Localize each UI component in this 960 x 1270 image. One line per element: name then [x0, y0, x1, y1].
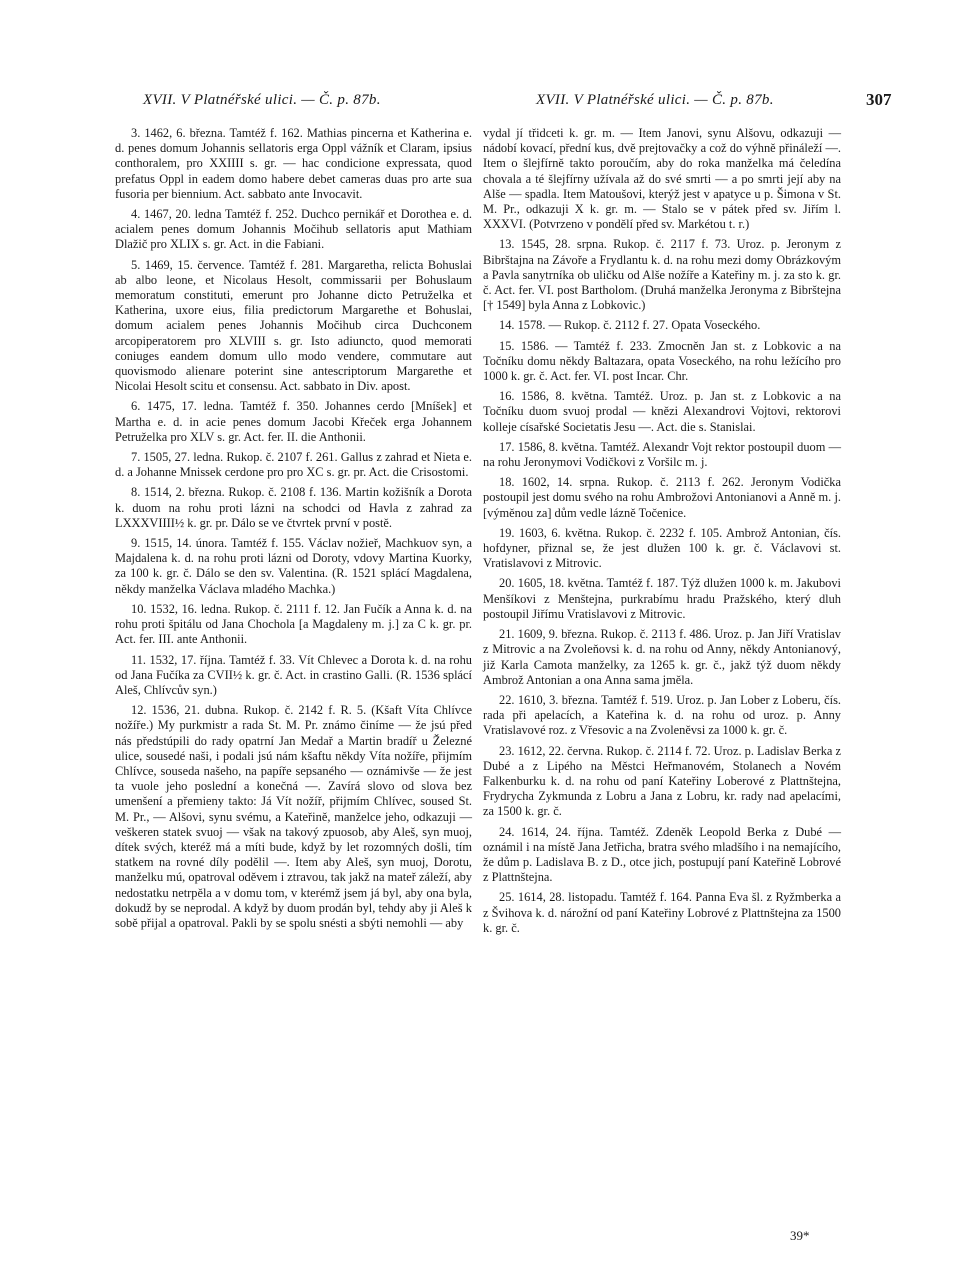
- entry-24: 24. 1614, 24. října. Tamtéž. Zdeněk Leopold Berka z Dubé — oznámil i na místě Jana Jetřicha, bratra svého mladšího i na nemajícího, že dům p. Ladislava B. z D., otce jich, postupují paní Kateřině Lobrové z Plattnštejna.: [483, 824, 841, 885]
- entry-18: 18. 1602, 14. srpna. Rukop. č. 2113 f. 262. Jeronym Vodička postoupil jest domu svého na rohu Ambrožovi Antonianovi a Anně m. j. [výměnou za] dům vedle lázně Točenice.: [483, 475, 841, 520]
- entry-23: 23. 1612, 22. června. Rukop. č. 2114 f. 72. Uroz. p. Ladislav Berka z Dubé a z Lipého na Městci Heřmanovém, Stolanech a Novém Falkenburku k. d. na rohu od paní Kateřiny Loberové z Plattnštejna, Frydrycha Zykmunda z Lobru a Jana z Lobru, kr. rady nad apelacími, za 1500 k. gr. č.: [483, 743, 841, 819]
- header-left-title: XVII. V Platnéřské ulici. — Č. p. 87b.: [143, 92, 381, 108]
- entry-14: 14. 1578. — Rukop. č. 2112 f. 27. Opata Voseckého.: [499, 318, 761, 333]
- entry-12: 12. 1536, 21. dubna. Rukop. č. 2142 f. R. 5. (Kšaft Víta Chlívce nožíře.) My purkmistr a rada St. M. Pr. známo činíme — že jsú před nás předstúpili do rady opatrní Jan Medař a Martin bradíř u Železné ulice, sousedé naši, i podali jsú nám kšaftu někdy Víta nožíře, přijmím Chlívce, souseda našeho, na papíře sepsaného — oznámivše — že jest ta vuole jeho poslední a konečná —. Zavírá slovo od slova bez umenšení a přemieny takto: Já Vít nožíř, přijmím Chlívec, soused St. M. Pr., — Alšovi, synu svému, a Kateřině, manželce jeho, odkazuji — veškeren statek svuoj — však na takový zpuosob, aby Aleš, syn muoj, dítek svých, kteréž má a míti bude, když by let rozomných došli, tím statkem na rovné díly podělil —. Item aby Aleš, syn muoj, Dorotu, manželku mú, opatroval oděvem i ztravou, tak jakž na mateř záleží, aby nedostatku netrpěla a v domu tom, v kterémž jsem já byl, aby ona byla, dokudž by se neprodal. A když by duom prodán byl, tehdy aby ji Aleš k sobě přijal a opatroval. Pakli by se spolu snésti a sbýti nemohli — aby: [115, 703, 472, 930]
- entry-5: 5. 1469, 15. července. Tamtéž f. 281. Margaretha, relicta Bohuslai ab albo leone, et Nicolaus Hesolt, commissarii per Bohuslaum memoratum constituti, emerunt pro Johanne dicto Petruželka et Katherina, uxore eius, filia predictorum Margarethe et Bohuslai, domum acialem penes Johannis Močihub circa Duchconem arcopiperatorem pro XLVIII s. gr. Isto adiuncto, quod memorati coniuges eandem domum ullo modo vendere, commutare aut quovismodo alienare poterint sine antescriptorum Margarethe et Nicolai Hesolt scitu et consensu. Act. sabbato in Div. apost.: [115, 257, 472, 394]
- printer-signature-mark: 39*: [790, 1228, 810, 1243]
- right-column: [483, 126, 841, 941]
- entry-20: 20. 1605, 18. května. Tamtéž f. 187. Týž dlužen 1000 k. m. Jakubovi Menšíkovi z Menštejna, purkrabímu hradu Pražského, který dluh postoupil Jiřímu Vratislavovi z Mitrovic.: [483, 576, 841, 621]
- entry-6: 6. 1475, 17. ledna. Tamtéž f. 350. Johannes cerdo [Mníšek] et Martha e. d. in acie penes domum Jacobi Křeček erga Johannem Petruželka pro XLV s. gr. Act. fer. II. die Anthonii.: [115, 399, 472, 444]
- running-header: [0, 92, 960, 116]
- entry-4: 4. 1467, 20. ledna Tamtéž f. 252. Duchco pernikář et Dorothea e. d. acialem penes domum Johannis Močihub sellatoris aput Mathiam Dlažič pro XLIX s. gr. Act. in die Fabiani.: [115, 207, 472, 252]
- entry-17: 17. 1586, 8. května. Tamtéž. Alexandr Vojt rektor postoupil duom — na rohu Jeronymovi Vodičkovi z Voršilc m. j.: [483, 439, 841, 470]
- entry-12-continued: vydal jí třidceti k. gr. m. — Item Janovi, synu Alšovu, odkazuji — nádobí kovací, přední kus, dvě prejtovačky a což do výhně přináleží —. Item o šlejfírně takto poroučím, aby do roka manželka má čeledína chovala a té šlejfírny užívala až do své smrti — a po smrti její aby na Alše — spadla. Item Matoušovi, kterýž jest v apatyce u p. Šimona v St. M. Pr., odkazuji X k. gr. m. — Stalo se v pátek před sv. Jiřím l. XXXVI. (Potvrzeno v pondělí před sv. Markétou t. r.): [483, 126, 841, 232]
- entry-16: 16. 1586, 8. května. Tamtéž. Uroz. p. Jan st. z Lobkovic a na Točníku duom svuoj prodal — knězi Alexandrovi Vojtovi, rektorovi kolleje císařské Societatis Jesu —. Act. die s. Stanislai.: [483, 389, 841, 434]
- header-right-title: XVII. V Platnéřské ulici. — Č. p. 87b.: [536, 92, 774, 108]
- entry-13: 13. 1545, 28. srpna. Rukop. č. 2117 f. 73. Uroz. p. Jeronym z Bibrštajna na Závoře a Frydlantu k. d. na rohu mezi domy Obrázkovým a Pavla sanytrníka ob uličku od Alše nožíře a Kateřiny m. j. za sto k. gr. č. Act. fer. VI. post Bartholom. (Druhá manželka Jeronyma z Bibrštejna [† 1549] byla Anna z Lobkovic.): [483, 237, 841, 313]
- page-number: 307: [866, 90, 892, 109]
- entry-21: 21. 1609, 9. března. Rukop. č. 2113 f. 486. Uroz. p. Jan Jiří Vratislav z Mitrovic a na Zvoleňovsi k. d. na rohu od Anny, někdy Antonianový, již Karla Camota manželky, za 1265 k. gr. č., jakž týž duom někdy Ambrož Antonian a ona Anna sama jměla.: [483, 627, 841, 687]
- entry-9: 9. 1515, 14. února. Tamtéž f. 155. Václav nožieř, Machkuov syn, a Majdalena k. d. na rohu proti lázni od Doroty, vdovy Martina Kuorky, za 100 k. gr. č. Dálo se den sv. Valentina. (R. 1521 splácí Magdalena, někdy manželka Václava mladého Machka.): [115, 536, 472, 596]
- entry-19: 19. 1603, 6. května. Rukop. č. 2232 f. 105. Ambrož Antonian, čís. hofdyner, přiznal se, že jest dlužen 100 k. gr. č. Václavovi st. Vratislavovi z Mitrovic.: [483, 525, 841, 571]
- entry-15: 15. 1586. — Tamtéž f. 233. Zmocněn Jan st. z Lobkovic a na Točníku domu někdy Baltazara, opata Voseckého, na rohu ležícího pro 1000 k. gr. č. Act. fer. VI. post Incar. Chr.: [483, 338, 841, 384]
- entry-22: 22. 1610, 3. března. Tamtéž f. 519. Uroz. p. Jan Lober z Loberu, čís. rada při apelacích, a Kateřina k. d. na rohu od uroz. p. Anny Vratislavové roz. z Vřesovic a na Zvoleněvsi za 1000 k. gr. č.: [483, 692, 841, 738]
- entry-3: 3. 1462, 6. března. Tamtéž f. 162. Mathias pincerna et Katherina e. d. penes domum Johannis sellatoris erga Oppl vážník et Claram, ipsius conthoralem, pro XXIIII s. gr. — hac condicione expressata, quod prefatus Oppl in eadem domo habere debet cameras duas pro arte sua fusoria per biennium. Act. sabbato ante Invocavit.: [115, 126, 472, 201]
- entry-8: 8. 1514, 2. března. Rukop. č. 2108 f. 136. Martin kožišník a Dorota k. duom na rohu proti lázni na schodci od Havla z zahrad za LXXXVIIII½ k. gr. pr. Dálo se ve čtvrtek první v postě.: [115, 485, 472, 530]
- entry-10: 10. 1532, 16. ledna. Rukop. č. 2111 f. 12. Jan Fučík a Anna k. d. na rohu proti špitálu od Jana Chochola [a Magdaleny m. j.] za C k. gr. pr. Act. fer. III. ante Anthonii.: [115, 601, 472, 647]
- entry-7: 7. 1505, 27. ledna. Rukop. č. 2107 f. 261. Gallus z zahrad et Nieta e. d. a Johanne Mnissek cerdone pro pro XC s. gr. pr. Act. die Crisostomi.: [115, 450, 472, 480]
- entry-25: 25. 1614, 28. listopadu. Tamtéž f. 164. Panna Eva šl. z Ryžmberka a z Švihova k. d. nárožní od paní Kateřiny Lobrové z Plattnštejna za 1500 k. gr. č.: [483, 890, 841, 935]
- left-column: [115, 126, 472, 936]
- entry-11: 11. 1532, 17. října. Tamtéž f. 33. Vít Chlevec a Dorota k. d. na rohu od Jana Fučíka za CVII½ k. gr. č. Act. in crastino Galli. (R. 1536 splácí Aleš, Chlívcův syn.): [115, 652, 472, 697]
